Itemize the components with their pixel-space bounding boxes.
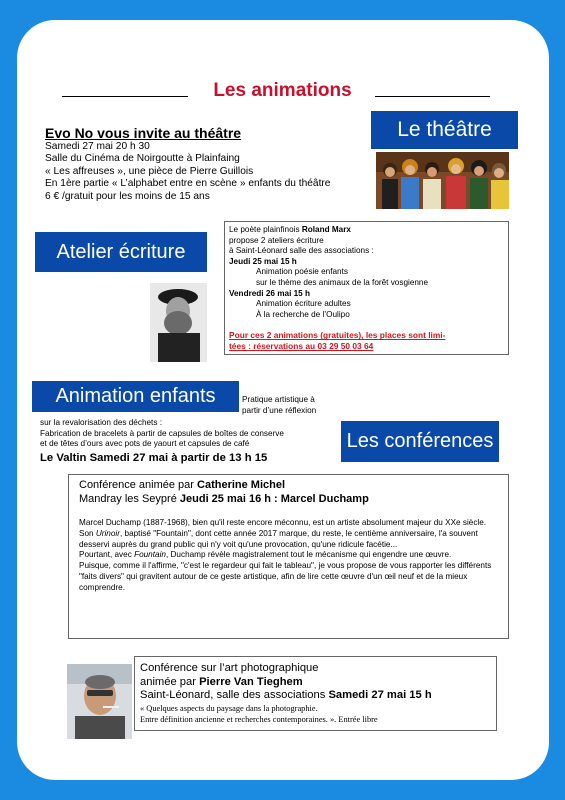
enfants-line: Fabrication de bracelets à partir de capsules de boîtes de conserve bbox=[40, 428, 284, 438]
atelier-line: sur le thème des animaux de la forêt vosgienne bbox=[256, 277, 429, 287]
conf2-intro: animée par bbox=[140, 675, 200, 688]
conf1-body bbox=[79, 518, 502, 594]
atelier-day2: Vendredi 26 mai 15 h bbox=[229, 288, 311, 298]
conf2-line: Conférence sur l’art photographique bbox=[140, 662, 319, 674]
page-title: Les animations bbox=[213, 80, 352, 101]
conf1-p2-em: Fountain bbox=[134, 550, 166, 560]
atelier-line bbox=[229, 225, 508, 236]
conf1-paragraph: Puisque, comme il l'affirme, "c'est le regardeur qui fait le tableau", je vous propose de vous rapporter les différents "faits divers" qui gravitent autour de ce geste artistique, afin de lire cette œuvre d'un œil neuf et de la mieux comprendre. bbox=[79, 561, 492, 592]
theatre-line: Samedi 27 mai 20 h 30 bbox=[45, 141, 150, 152]
atelier-note: Pour ces 2 animations (gratuites), les places sont limi- bbox=[229, 330, 446, 341]
enfants-place: Le Valtin Samedi 27 mai à partir de 13 h 15 bbox=[40, 452, 268, 464]
theatre-intro: Evo No vous invite au théâtre bbox=[45, 125, 242, 141]
atelier-line: Animation écriture adultes bbox=[256, 299, 351, 309]
theatre-line: En 1ère partie « L’alphabet entre en scène » enfants du théâtre bbox=[45, 178, 331, 190]
atelier-line: Animation poésie enfants bbox=[256, 267, 348, 277]
theatre-photo bbox=[376, 152, 509, 209]
atelier-day1: Jeudi 25 mai 15 h bbox=[229, 256, 297, 266]
atelier-line1a: Le poète plainfinois bbox=[229, 225, 302, 234]
atelier-photo bbox=[150, 283, 207, 362]
conf2-place: Saint-Léonard, salle des associations bbox=[140, 689, 329, 701]
conf1-place: Mandray les Seypré bbox=[79, 493, 180, 505]
conf1-paragraph bbox=[79, 550, 502, 561]
enfants-line: et de têtes d’ours avec pots de yaourt et capsules de café bbox=[40, 439, 250, 449]
conference-1-box bbox=[68, 474, 509, 639]
conf2-quote: « Quelques aspects du paysage dans la photographie. bbox=[140, 703, 318, 713]
conf1-p2a: Pourtant, avec bbox=[79, 550, 135, 560]
conf1-p2b: , Duchamp révèle magistralement tout le mécanisme qui engendre une œuvre. bbox=[165, 550, 452, 560]
enfants-side-line: Pratique artistique à bbox=[242, 395, 315, 404]
conf2-quote: Entre définition ancienne et recherches contemporaines. ». Entrée libre bbox=[140, 714, 378, 724]
atelier-heading: Atelier écriture bbox=[35, 232, 207, 272]
conf1-paragraph bbox=[79, 518, 502, 550]
conf2-speaker: Pierre Van Tieghem bbox=[199, 675, 303, 688]
theatre-line: « Les affreuses », une pièce de Pierre Guillois bbox=[45, 165, 254, 177]
enfants-text bbox=[40, 418, 284, 450]
enfants-heading: Animation enfants bbox=[32, 381, 239, 412]
conf2-date: Samedi 27 mai 15 h bbox=[328, 689, 432, 701]
theatre-line: 6 € /gratuit pour les moins de 15 ans bbox=[45, 190, 210, 202]
enfants-side bbox=[242, 395, 316, 416]
conf1-p1-em: Urinoir bbox=[95, 528, 120, 538]
atelier-line: à Saint-Léonard salle des associations : bbox=[229, 246, 374, 256]
conf1-p1: Marcel Duchamp (1887-1968), bien qu'il reste encore méconnu, est un artiste absolument majeur du XXe siècle. Son bbox=[79, 518, 487, 538]
conf1-speaker: Catherine Michel bbox=[197, 479, 286, 491]
conferences-heading: Les conférences bbox=[341, 421, 499, 462]
conf2-line bbox=[140, 676, 496, 690]
conference-2-box bbox=[134, 656, 497, 731]
photographer-photo bbox=[67, 664, 132, 739]
theatre-line: Salle du Cinéma de Noirgoutte à Plainfaing bbox=[45, 153, 240, 165]
atelier-box bbox=[224, 221, 509, 355]
atelier-poet: Roland Marx bbox=[301, 225, 351, 234]
conf1-intro: Conférence animée par bbox=[79, 479, 198, 491]
theatre-text bbox=[45, 141, 330, 203]
theatre-heading: Le théâtre bbox=[371, 111, 518, 149]
enfants-line: sur la revalorisation des déchets : bbox=[40, 418, 162, 427]
atelier-line: À la recherche de l’Oulipo bbox=[256, 309, 350, 319]
conf1-line bbox=[79, 478, 502, 492]
conf1-p1b: , baptisé "Fountain", dont cette année 2017 marque, du reste, le centième anniversaire, l'a souvent desservi auprès du grand public qui n'y voit qu'une provocation, qu'une ridicule facétie... bbox=[79, 528, 478, 549]
enfants-side-line: partir d’une réflexion bbox=[242, 405, 317, 415]
conf2-line bbox=[140, 689, 496, 703]
atelier-line: propose 2 ateliers écriture bbox=[229, 235, 324, 245]
conf1-date: Jeudi 25 mai 16 h : Marcel Duchamp bbox=[179, 493, 369, 505]
atelier-note: tées : réservations au 03 29 50 03 64 bbox=[229, 340, 374, 351]
conf1-line bbox=[79, 492, 502, 506]
